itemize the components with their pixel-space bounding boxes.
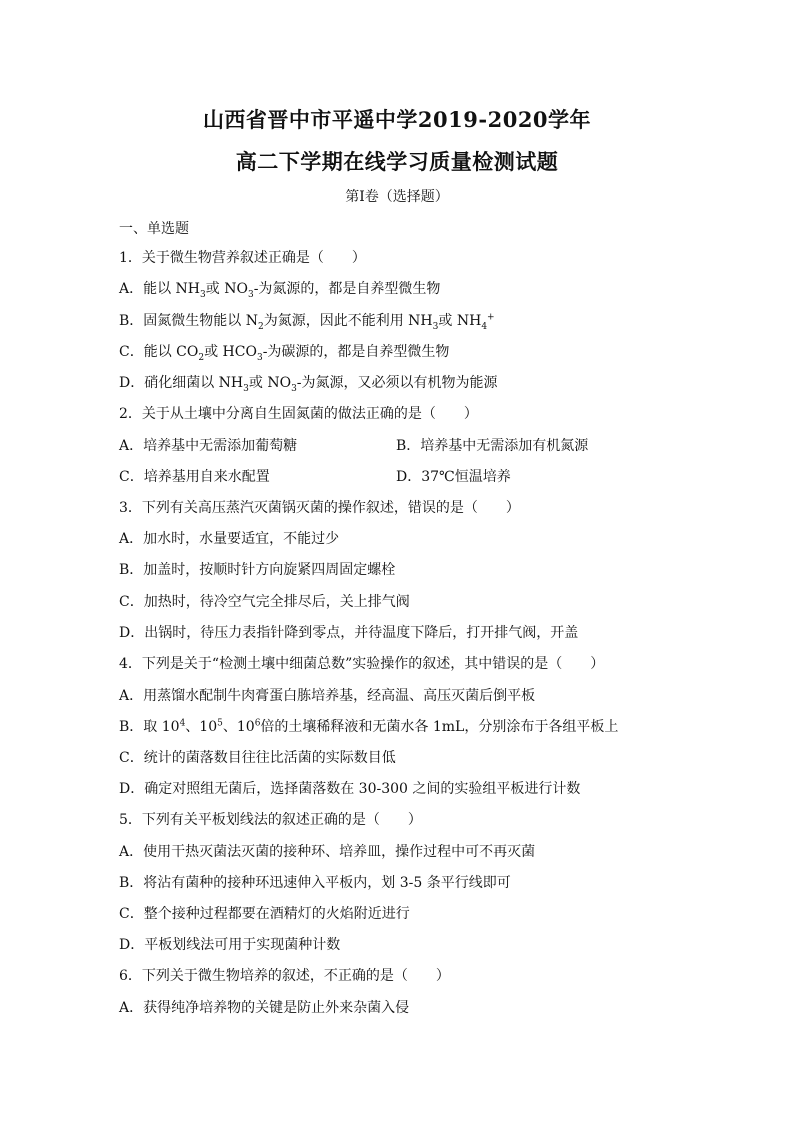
q4-option-b: B．取 $10^4$、$10^5$、$10^6$倍的土壤稀释液和无菌水各 1mL，分别涂布于各组平板上 xyxy=(119,718,619,735)
q5-option-b: B．将沾有菌种的接种环迅速伸入平板内，划 3-5 条平行线即可 xyxy=(119,875,511,891)
q3-option-c: C．加热时，待冷空气完全排尽后，关上排气阀 xyxy=(119,594,410,610)
q4-option-c: C．统计的菌落数目往往比活菌的实际数目低 xyxy=(119,750,396,766)
q4-option-d: D．确定对照组无菌后，选择菌落数在 30-300 之间的实验组平板进行计数 xyxy=(119,781,581,797)
q4-option-a: A．用蒸馏水配制牛肉膏蛋白胨培养基，经高温、高压灭菌后倒平板 xyxy=(119,688,536,704)
q3-option-d: D．出锅时，待压力表指针降到零点，并待温度下降后，打开排气阀，开盖 xyxy=(119,625,579,641)
section-heading: 一、单选题 xyxy=(119,221,189,237)
section-subtitle: 第Ⅰ卷（选择题） xyxy=(345,189,449,205)
q2-option-c: C．培养基用自来水配置 xyxy=(119,469,270,485)
title-line-1: 山西省晋中市平遥中学2019-2020学年 xyxy=(202,107,592,132)
q3-stem: 3．下列有关高压蒸汽灭菌锅灭菌的操作叙述，错误的是（ ） xyxy=(119,500,520,516)
q2-option-b: B．培养基中无需添加有机氮源 xyxy=(396,438,589,454)
q4-stem: 4．下列是关于“检测土壤中细菌总数”实验操作的叙述，其中错误的是（ ） xyxy=(119,656,605,672)
q3-option-b: B．加盖时，按顺时针方向旋紧四周固定螺栓 xyxy=(119,562,396,578)
q1-option-a: A．能以 $NH_3$或 $NO_3-$为氮源的，都是自养型微生物 xyxy=(119,281,441,300)
q5-option-d: D．平板划线法可用于实现菌种计数 xyxy=(119,937,341,953)
q1-option-b: B．固氮微生物能以 $N_2$为氮源，因此不能利用 $NH_3$或 $NH_4^+$ xyxy=(119,312,495,332)
q3-option-a: A．加水时，水量要适宜，不能过少 xyxy=(119,531,340,547)
title-line-2: 高二下学期在线学习质量检测试题 xyxy=(235,149,559,174)
q2-stem: 2．关于从土壤中分离自生固氮菌的做法正确的是（ ） xyxy=(119,406,478,422)
q2-option-d: D．37℃恒温培养 xyxy=(396,469,511,485)
q5-option-a: A．使用干热灭菌法灭菌的接种环、培养皿，操作过程中可不再灭菌 xyxy=(119,844,536,860)
q2-option-a: A．培养基中无需添加葡萄糖 xyxy=(119,438,298,454)
q1-stem: 1．关于微生物营养叙述正确是（ ） xyxy=(119,250,366,266)
q1-option-d: D．硝化细菌以 $NH_3$或 $NO_3-$为氮源，又必须以有机物为能源 xyxy=(119,375,498,394)
q1-option-c: C．能以 $CO_2$或 $HCO_3-$为碳源的，都是自养型微生物 xyxy=(119,344,450,363)
q6-stem: 6．下列关于微生物培养的叙述，不正确的是（ ） xyxy=(119,968,450,984)
q6-option-a: A．获得纯净培养物的关键是防止外来杂菌入侵 xyxy=(119,1000,410,1016)
q5-option-c: C．整个接种过程都要在酒精灯的火焰附近进行 xyxy=(119,906,410,922)
q5-stem: 5．下列有关平板划线法的叙述正确的是（ ） xyxy=(119,812,422,828)
